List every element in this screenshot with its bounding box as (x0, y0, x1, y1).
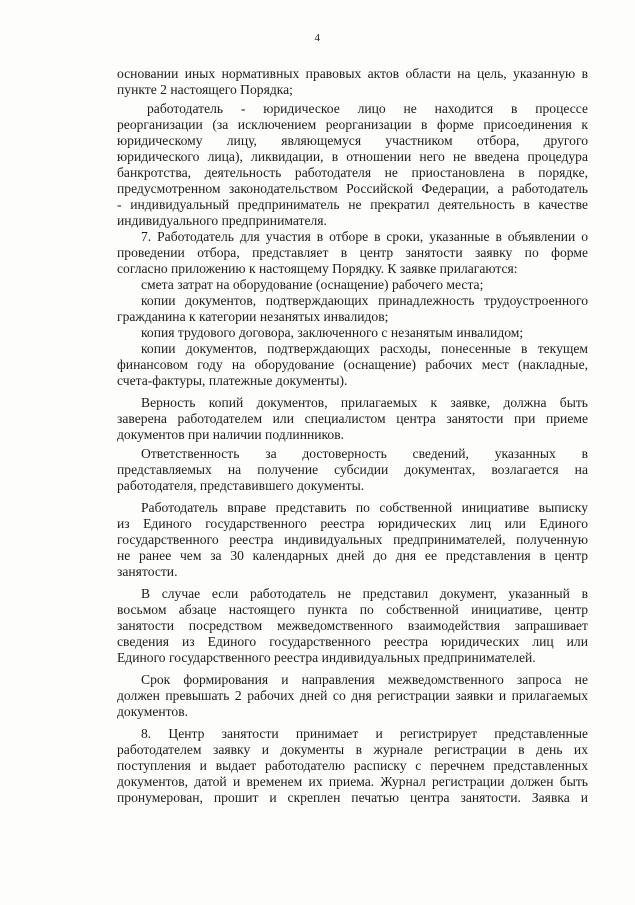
text-line: Ответственность за достоверность сведений, указанных в (141, 446, 588, 461)
text-line: 7. Работодатель для участия в отборе в сроки, указанные в объявлении о (141, 229, 588, 244)
text-line: пункте 2 настоящего Порядка; (117, 82, 293, 97)
text-line: согласно приложению к настоящему Порядку. К заявке прилагаются: (117, 261, 518, 276)
paragraph (117, 341, 588, 389)
text-line: юридическому лицу, являющемуся участником отбора, другого (117, 133, 588, 148)
paragraph (117, 446, 588, 494)
paragraph (117, 500, 588, 580)
text-line: копии документов, подтверждающих принадлежность трудоустроенного (141, 293, 588, 308)
text-line: документов. (117, 704, 189, 719)
text-line: индивидуального предпринимателя. (117, 213, 327, 228)
text-line: документов, датой и временем их приема. Журнал регистрации должен быть (117, 774, 588, 789)
text-line: занятости. (117, 564, 178, 579)
text-line: смета затрат на оборудование (оснащение) рабочего места; (141, 277, 484, 292)
text-line: пронумерован, прошит и скреплен печатью центра занятости. Заявка и (117, 790, 588, 805)
text-line: не ранее чем за 30 календарных дней до дня ее представления в центр (117, 548, 588, 563)
text-line: - индивидуальный предприниматель не прекратил деятельность в качестве (117, 197, 588, 212)
paragraph (117, 277, 588, 293)
text-line: документов при наличии подлинников. (117, 427, 345, 442)
text-line: поступления и выдает работодателю расписку с перечнем представленных (117, 758, 588, 773)
text-line: занятости посредством межведомственного взаимодействия запрашивает (117, 618, 588, 633)
text-line: реорганизации (за исключением реорганизации в форме присоединения к (117, 117, 588, 132)
text-line: работодателя, представившего документы. (117, 478, 365, 493)
document-body (117, 66, 588, 806)
paragraph (117, 293, 588, 325)
text-line: государственного реестра индивидуальных предпринимателей, полученную (117, 532, 588, 547)
text-line: копия трудового договора, заключенного с незанятым инвалидом; (141, 325, 524, 340)
text-line: представляемых на получение субсидии документах, возлагается на (117, 462, 588, 477)
text-line: предусмотренном законодательством Российской Федерации, а работодатель (117, 181, 588, 196)
text-line: проведении отбора, представляет в центр занятости заявку по форме (117, 245, 588, 260)
text-line: В случае если работодатель не представил документ, указанный в (141, 586, 588, 601)
text-line: банкротства, деятельность работодателя не приостановлена в порядке, (117, 165, 588, 180)
text-line: 8. Центр занятости принимает и регистрирует представленные (141, 726, 588, 741)
paragraph (117, 66, 588, 98)
text-line: Срок формирования и направления межведомственного запроса не (141, 672, 588, 687)
paragraph (117, 672, 588, 720)
paragraph (117, 101, 588, 229)
text-line: Верность копий документов, прилагаемых к заявке, должна быть (141, 395, 588, 410)
paragraph (117, 586, 588, 666)
text-line: заверена работодателем или специалистом центра занятости при приеме (117, 411, 588, 426)
text-line: Работодатель вправе представить по собственной инициативе выписку (141, 500, 588, 515)
text-line: гражданина к категории незанятых инвалидов; (117, 309, 389, 324)
paragraph (117, 229, 588, 277)
text-line: копии документов, подтверждающих расходы, понесенные в текущем (141, 341, 588, 356)
text-line: работодателем заявку и документы в журнале регистрации в день их (117, 742, 588, 757)
text-line: финансовом году на оборудование (оснащение) рабочих мест (накладные, (117, 357, 588, 372)
text-line: Единого государственного реестра индивидуальных предпринимателей. (117, 650, 536, 665)
paragraph (117, 395, 588, 443)
text-line: работодатель - юридическое лицо не находится в процессе (147, 101, 588, 116)
text-line: юридического лица), ликвидации, в отношении него не введена процедура (117, 149, 588, 164)
text-line: из Единого государственного реестра юридических лиц или Единого (117, 516, 588, 531)
text-line: восьмом абзаце настоящего пункта по собственной инициативе, центр (117, 602, 588, 617)
paragraph (117, 325, 588, 341)
text-line: должен превышать 2 рабочих дней со дня регистрации заявки и прилагаемых (117, 688, 588, 703)
text-line: основании иных нормативных правовых актов области на цель, указанную в (117, 66, 588, 81)
page-number: 4 (314, 32, 321, 44)
text-line: сведения из Единого государственного реестра юридических лиц или (117, 634, 588, 649)
paragraph (117, 726, 588, 806)
text-line: счета-фактуры, платежные документы). (117, 373, 348, 388)
